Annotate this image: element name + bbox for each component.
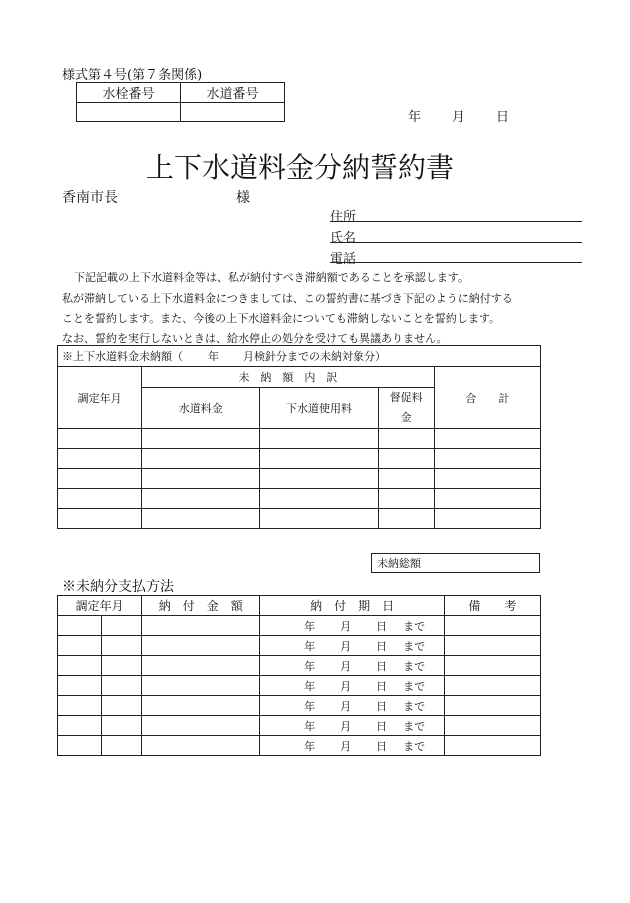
applicant-name-line[interactable] [330, 242, 582, 243]
date-day-label: 日 [496, 110, 510, 125]
due-until: まで [403, 619, 426, 633]
due-year: 年 [304, 659, 316, 673]
table-row [58, 489, 541, 509]
due-until: まで [403, 679, 426, 693]
unpaid-caption-year: 年 [208, 350, 219, 363]
due-month: 月 [340, 619, 352, 633]
unpaid-col-fee [378, 388, 434, 429]
payment-due-date[interactable] [260, 616, 444, 636]
payment-due-date[interactable] [260, 636, 444, 656]
date-year-label: 年 [408, 110, 422, 125]
due-year: 年 [304, 639, 316, 653]
addressee-honorific: 様 [236, 190, 250, 206]
table-row [58, 509, 541, 529]
payment-section-title: ※未納分支払方法 [62, 579, 174, 595]
payment-due-date[interactable] [260, 696, 444, 716]
table-row [58, 696, 541, 716]
unpaid-amount-table [57, 345, 541, 529]
table-row [58, 469, 541, 489]
payment-rows [58, 616, 541, 756]
unpaid-group-header: 未 納 額 内 訳 [142, 367, 435, 388]
water-service-number-field[interactable] [181, 103, 285, 122]
due-year: 年 [304, 699, 316, 713]
due-month: 月 [340, 699, 352, 713]
due-until: まで [403, 639, 426, 653]
payment-col-date: 調定年月 [58, 596, 142, 616]
table-row [58, 736, 541, 756]
due-month: 月 [340, 679, 352, 693]
table-row [58, 616, 541, 636]
water-service-number-header: 水道番号 [181, 83, 285, 103]
applicant-address-line[interactable] [330, 221, 582, 222]
applicant-name-label: 氏名 [330, 231, 357, 246]
unpaid-col-total: 合 計 [434, 367, 540, 429]
addressee-name: 香南市長 [62, 190, 118, 206]
applicant-address-label: 住所 [330, 210, 357, 225]
unpaid-caption-prefix: ※上下水道料金未納額（ [62, 350, 183, 363]
total-unpaid-label: 未納総額 [377, 557, 421, 570]
unpaid-col-fee-line1: 督促料 [389, 391, 423, 404]
id-number-table [76, 82, 285, 122]
due-month: 月 [340, 639, 352, 653]
unpaid-table-caption [58, 346, 541, 367]
payment-due-date[interactable] [260, 716, 444, 736]
table-row [58, 676, 541, 696]
due-year: 年 [304, 719, 316, 733]
unpaid-rows [58, 429, 541, 529]
due-day: 日 [376, 659, 388, 673]
body-text-line: 下記記載の上下水道料金等は、私が納付すべき滞納額であることを承認します。 [74, 271, 469, 284]
body-text-line: ことを誓約します。また、今後の上下水道料金についても滞納しないことを誓約します。 [62, 312, 501, 325]
due-month: 月 [340, 739, 352, 753]
due-until: まで [403, 659, 426, 673]
body-text-line: 私が滞納している上下水道料金につきましては、この誓約書に基づき下記のように納付する [62, 292, 513, 305]
total-unpaid-box[interactable] [371, 553, 540, 573]
water-tap-number-field[interactable] [77, 103, 181, 122]
due-month: 月 [340, 719, 352, 733]
payment-due-date[interactable] [260, 736, 444, 756]
table-row [58, 656, 541, 676]
table-row [58, 636, 541, 656]
due-day: 日 [376, 619, 388, 633]
unpaid-col-date: 調定年月 [58, 367, 142, 429]
payment-col-period: 納 付 期 日 [260, 596, 444, 616]
due-day: 日 [376, 739, 388, 753]
water-tap-number-header: 水栓番号 [77, 83, 181, 103]
form-number: 様式第４号(第７条関係) [62, 68, 203, 83]
due-until: まで [403, 739, 426, 753]
table-row [58, 449, 541, 469]
unpaid-col-water: 水道料金 [142, 388, 260, 429]
table-row [58, 429, 541, 449]
unpaid-caption-suffix: 月検針分までの未納対象分） [243, 350, 386, 363]
applicant-phone-label: 電話 [330, 252, 357, 267]
payment-schedule-table [57, 595, 541, 756]
due-day: 日 [376, 639, 388, 653]
date-month-label: 月 [452, 110, 466, 125]
due-month: 月 [340, 659, 352, 673]
unpaid-col-fee-line2: 金 [400, 411, 412, 424]
body-text-line: なお、誓約を実行しないときは、給水停止の処分を受けても異議ありません。 [62, 332, 448, 345]
unpaid-col-sewer: 下水道使用料 [260, 388, 378, 429]
payment-col-remarks: 備 考 [444, 596, 540, 616]
due-year: 年 [304, 739, 316, 753]
page-title: 上下水道料金分納誓約書 [145, 151, 454, 184]
payment-due-date[interactable] [260, 656, 444, 676]
due-year: 年 [304, 679, 316, 693]
payment-col-amount: 納 付 金 額 [142, 596, 260, 616]
due-year: 年 [304, 619, 316, 633]
due-day: 日 [376, 719, 388, 733]
due-day: 日 [376, 699, 388, 713]
due-until: まで [403, 719, 426, 733]
applicant-phone-line[interactable] [330, 262, 582, 263]
due-day: 日 [376, 679, 388, 693]
due-until: まで [403, 699, 426, 713]
table-row [58, 716, 541, 736]
payment-due-date[interactable] [260, 676, 444, 696]
